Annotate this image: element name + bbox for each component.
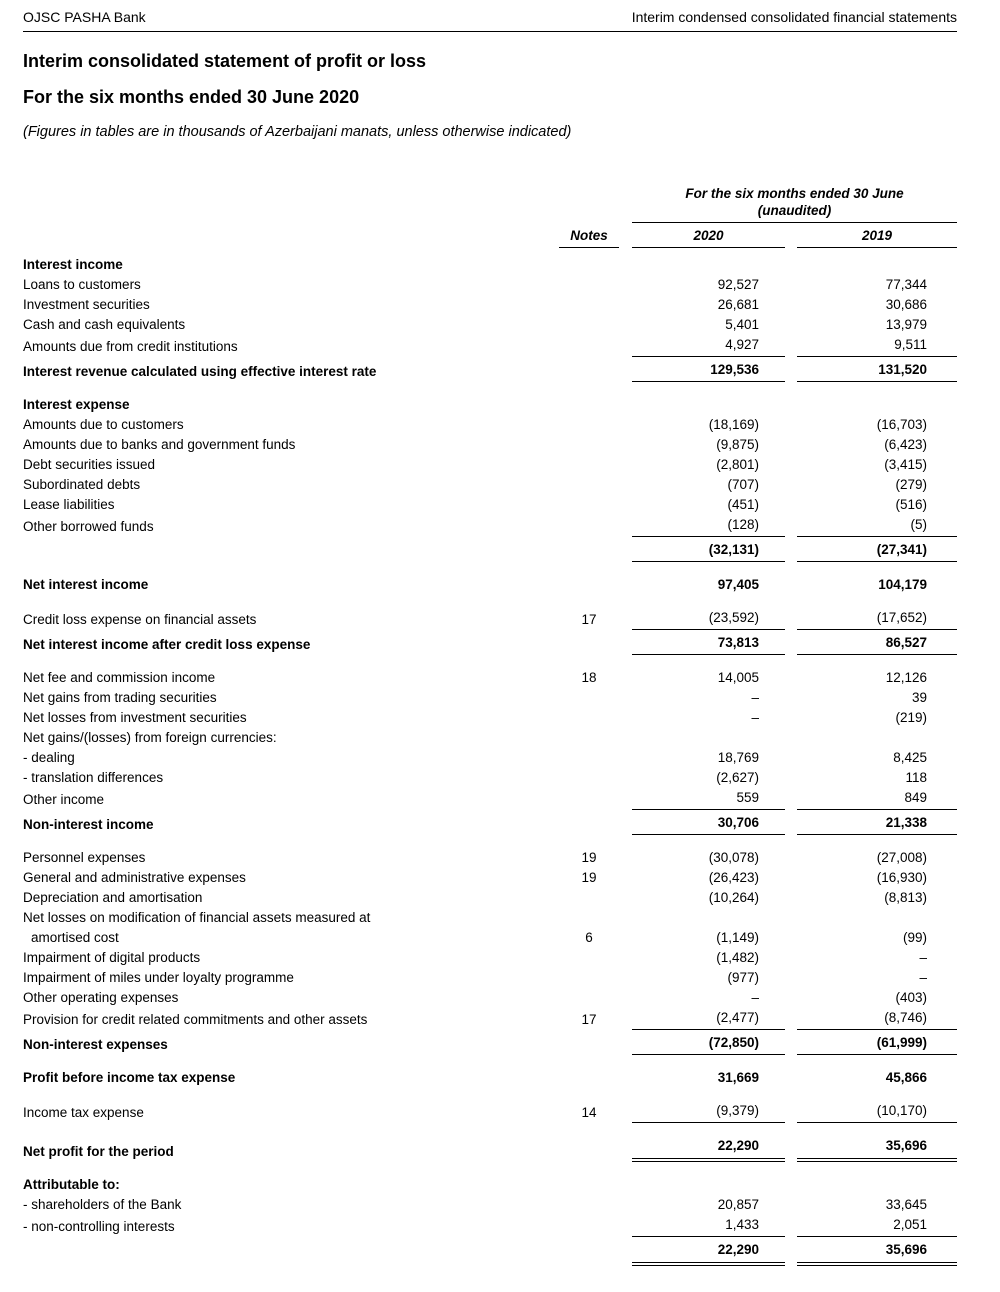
row-value-2020: (2,627)	[716, 770, 759, 785]
header-rule	[23, 31, 957, 32]
row-label: - translation differences	[23, 770, 164, 785]
row-value-2020: (128)	[632, 515, 785, 537]
page-header	[23, 8, 957, 26]
table-row	[23, 1195, 957, 1215]
row-label: Income tax expense	[23, 1105, 144, 1120]
row-value-2020: –	[751, 990, 759, 1005]
row-label: - shareholders of the Bank	[23, 1197, 182, 1212]
row-value-2020: 31,669	[717, 1070, 759, 1085]
row-value-2019: 77,344	[885, 277, 927, 292]
table-column-header-row	[23, 227, 957, 248]
row-value-2020: (9,379)	[632, 1101, 785, 1123]
table-row	[23, 668, 957, 688]
row-label: General and administrative expenses	[23, 870, 246, 885]
row-label: Subordinated debts	[23, 477, 141, 492]
row-value-2020: (23,592)	[632, 608, 785, 630]
table-row	[23, 768, 957, 788]
row-value-2020: (32,131)	[632, 540, 785, 562]
row-label: Net gains from trading securities	[23, 690, 217, 705]
row-value-2020: (30,078)	[708, 850, 759, 865]
row-notes: 6	[585, 930, 593, 945]
row-label: Amounts due from credit institutions	[23, 339, 238, 354]
table-row	[23, 395, 957, 415]
row-value-2019: –	[919, 950, 927, 965]
row-label: Depreciation and amortisation	[23, 890, 203, 905]
row-value-2019: (279)	[895, 477, 927, 492]
row-label: Interest expense	[23, 397, 130, 412]
table-row	[23, 255, 957, 275]
row-notes: 17	[581, 612, 597, 627]
table-row	[23, 708, 957, 728]
row-label: Provision for credit related commitments and other assets	[23, 1012, 368, 1027]
table-row	[23, 575, 957, 595]
row-value-2019: (16,930)	[876, 870, 927, 885]
row-label: Net interest income after credit loss expense	[23, 637, 311, 652]
row-value-2020: (9,875)	[716, 437, 759, 452]
row-value-2019: 131,520	[797, 360, 957, 382]
row-label: Amounts due to customers	[23, 417, 184, 432]
row-label: Non-interest income	[23, 817, 154, 832]
row-label: Net interest income	[23, 577, 149, 592]
units-note: (Figures in tables are in thousands of Azerbaijani manats, unless otherwise indicated)	[23, 124, 572, 140]
row-value-2019: (16,703)	[876, 417, 927, 432]
row-value-2019: 118	[905, 770, 927, 785]
table-row	[23, 1136, 957, 1162]
row-value-2020: –	[751, 710, 759, 725]
row-value-2019: 30,686	[885, 297, 927, 312]
header-company-name: OJSC PASHA Bank	[23, 9, 146, 25]
row-value-2019: (6,423)	[884, 437, 927, 452]
row-value-2020: (10,264)	[708, 890, 759, 905]
row-value-2019: 33,645	[885, 1197, 927, 1212]
group-header-line1: For the six months ended 30 June	[685, 186, 904, 201]
column-group-header	[632, 185, 957, 223]
column-header-2019: 2019	[797, 227, 957, 248]
column-header-notes: Notes	[559, 227, 619, 248]
row-value-2019: (5)	[797, 515, 957, 537]
row-value-2020: 73,813	[632, 633, 785, 655]
row-value-2019: (3,415)	[884, 457, 927, 472]
table-row	[23, 908, 957, 948]
table-row	[23, 1175, 957, 1195]
row-label: Net fee and commission income	[23, 670, 216, 685]
header-document-name: Interim condensed consolidated financial statements	[631, 9, 957, 25]
row-label: Investment securities	[23, 297, 150, 312]
row-value-2020: (72,850)	[632, 1033, 785, 1055]
row-value-2020: –	[751, 690, 759, 705]
column-header-2020: 2020	[632, 227, 785, 248]
row-value-2019: 35,696	[797, 1136, 957, 1162]
row-value-2019: 12,126	[885, 670, 927, 685]
row-value-2020: 559	[632, 788, 785, 810]
row-value-2020: 18,769	[717, 750, 759, 765]
row-label: Cash and cash equivalents	[23, 317, 186, 332]
table-row	[23, 455, 957, 475]
row-label: Profit before income tax expense	[23, 1070, 236, 1085]
row-label: Impairment of miles under loyalty programme	[23, 970, 294, 985]
row-label: Net losses on modification of financial assets measured at amortised cost	[23, 910, 371, 945]
row-value-2020: 4,927	[632, 335, 785, 357]
row-value-2020: 1,433	[632, 1215, 785, 1237]
table-row	[23, 315, 957, 335]
row-value-2019: 35,696	[797, 1240, 957, 1266]
row-value-2020: (707)	[727, 477, 759, 492]
group-header-spacer	[23, 185, 619, 223]
row-value-2020: 14,005	[717, 670, 759, 685]
table-row	[23, 295, 957, 315]
row-label: Other borrowed funds	[23, 519, 154, 534]
row-label: Non-interest expenses	[23, 1037, 168, 1052]
row-value-2020: 22,290	[632, 1136, 785, 1162]
row-label: Net profit for the period	[23, 1144, 174, 1159]
table-row	[23, 515, 957, 537]
table-row	[23, 275, 957, 295]
row-value-2019: 2,051	[797, 1215, 957, 1237]
table-row	[23, 335, 957, 357]
row-value-2019: 9,511	[797, 335, 957, 357]
table-row	[23, 475, 957, 495]
table-row	[23, 728, 957, 748]
table-row	[23, 633, 957, 655]
table-row	[23, 1101, 957, 1123]
row-value-2020: (2,801)	[716, 457, 759, 472]
row-value-2019: 86,527	[797, 633, 957, 655]
statement-title: Interim consolidated statement of profit or loss	[23, 51, 427, 71]
table-row	[23, 540, 957, 562]
row-value-2019: (10,170)	[797, 1101, 957, 1123]
group-header-line2: (unaudited)	[757, 203, 832, 218]
row-label: Lease liabilities	[23, 497, 115, 512]
row-value-2020: 22,290	[632, 1240, 785, 1266]
table-row	[23, 415, 957, 435]
row-value-2020: 5,401	[725, 317, 759, 332]
row-value-2019: 104,179	[878, 577, 927, 592]
table-row	[23, 688, 957, 708]
row-value-2020: 20,857	[717, 1197, 759, 1212]
row-label: Net losses from investment securities	[23, 710, 247, 725]
row-value-2019: (403)	[895, 990, 927, 1005]
row-value-2019: –	[919, 970, 927, 985]
row-label: Attributable to:	[23, 1177, 120, 1192]
row-notes: 19	[581, 850, 597, 865]
row-value-2020: (977)	[727, 970, 759, 985]
row-notes: 14	[581, 1105, 597, 1120]
row-value-2020: 26,681	[717, 297, 759, 312]
row-value-2019: (27,008)	[876, 850, 927, 865]
row-notes: 17	[581, 1012, 597, 1027]
table-row	[23, 435, 957, 455]
row-value-2019: (27,341)	[797, 540, 957, 562]
row-value-2020: (26,423)	[708, 870, 759, 885]
row-value-2020: (451)	[727, 497, 759, 512]
table-row	[23, 788, 957, 810]
table-row	[23, 360, 957, 382]
row-value-2020: 30,706	[632, 813, 785, 835]
table-row	[23, 1215, 957, 1237]
statement-rows	[23, 255, 957, 1266]
row-value-2020: 97,405	[717, 577, 759, 592]
row-value-2019: 45,866	[885, 1070, 927, 1085]
row-value-2019: (99)	[902, 930, 927, 945]
table-row	[23, 1008, 957, 1030]
row-value-2020: 129,536	[632, 360, 785, 382]
row-label: Other operating expenses	[23, 990, 179, 1005]
row-value-2019: 21,338	[797, 813, 957, 835]
table-row	[23, 748, 957, 768]
table-row	[23, 1033, 957, 1055]
row-value-2019: 849	[797, 788, 957, 810]
row-value-2020: (2,477)	[632, 1008, 785, 1030]
row-label: Credit loss expense on financial assets	[23, 612, 257, 627]
table-row	[23, 1240, 957, 1266]
table-row	[23, 948, 957, 968]
row-label: - dealing	[23, 750, 75, 765]
row-value-2019: (61,999)	[797, 1033, 957, 1055]
profit-loss-table	[23, 185, 957, 1266]
table-row	[23, 868, 957, 888]
row-notes: 18	[581, 670, 597, 685]
table-row	[23, 608, 957, 630]
row-value-2019: (8,813)	[884, 890, 927, 905]
row-notes: 19	[581, 870, 597, 885]
row-value-2020: (1,482)	[716, 950, 759, 965]
row-value-2019: 39	[911, 690, 927, 705]
row-value-2019: (516)	[895, 497, 927, 512]
table-group-header-row	[23, 185, 957, 223]
row-label: Amounts due to banks and government funds	[23, 437, 296, 452]
row-label: Interest revenue calculated using effective interest rate	[23, 364, 377, 379]
table-row	[23, 848, 957, 868]
row-label: Debt securities issued	[23, 457, 156, 472]
table-row	[23, 988, 957, 1008]
row-label: - non-controlling interests	[23, 1219, 175, 1234]
row-label: Net gains/(losses) from foreign currencies:	[23, 730, 277, 745]
table-row	[23, 495, 957, 515]
row-value-2019: 8,425	[893, 750, 927, 765]
row-label: Personnel expenses	[23, 850, 146, 865]
table-row	[23, 1068, 957, 1088]
table-row	[23, 968, 957, 988]
table-row	[23, 813, 957, 835]
row-value-2020: (18,169)	[708, 417, 759, 432]
row-label: Interest income	[23, 257, 123, 272]
row-label: Loans to customers	[23, 277, 141, 292]
row-value-2019: (8,746)	[797, 1008, 957, 1030]
statement-period: For the six months ended 30 June 2020	[23, 87, 360, 107]
row-value-2020: 92,527	[717, 277, 759, 292]
row-label: Other income	[23, 792, 105, 807]
row-value-2020: (1,149)	[716, 930, 759, 945]
row-value-2019: (219)	[895, 710, 927, 725]
row-value-2019: 13,979	[885, 317, 927, 332]
table-row	[23, 888, 957, 908]
row-label: Impairment of digital products	[23, 950, 201, 965]
row-value-2019: (17,652)	[797, 608, 957, 630]
